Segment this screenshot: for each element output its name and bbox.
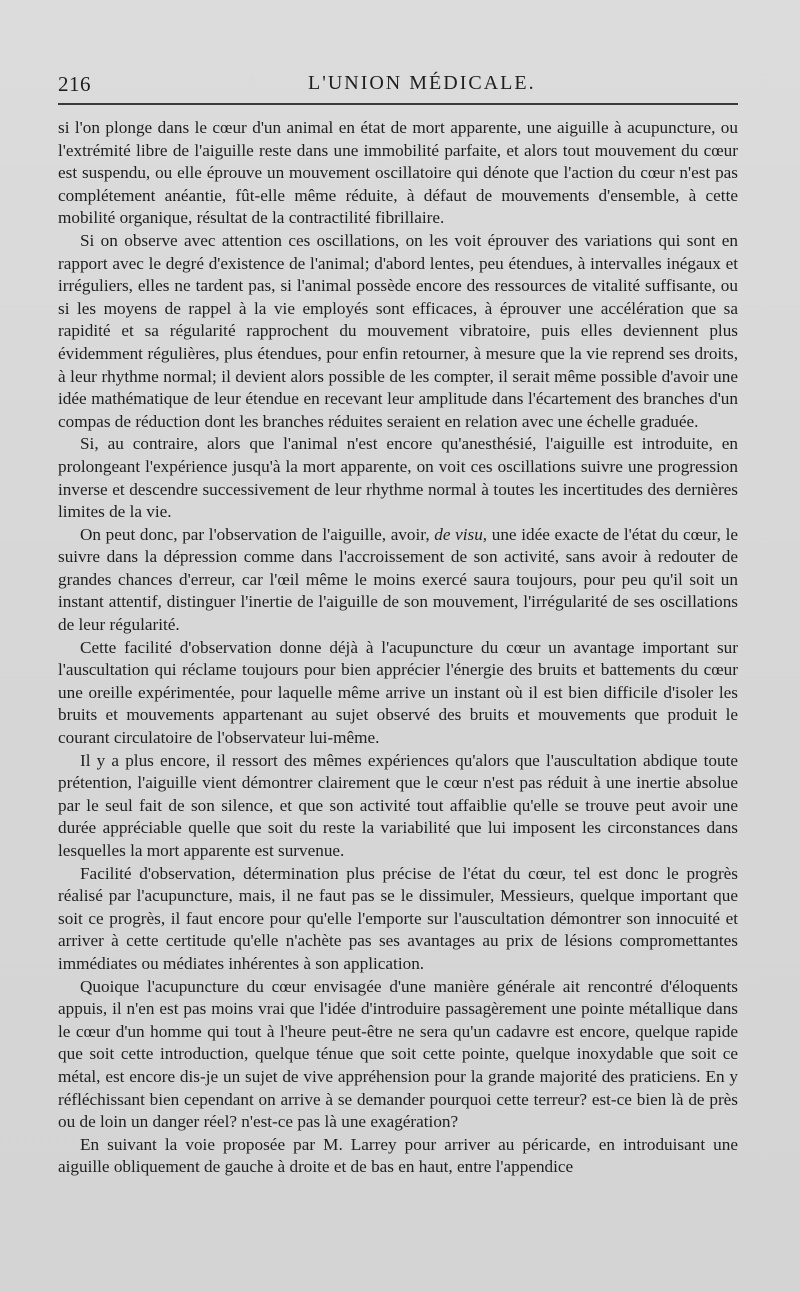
- paragraph-3: Si, au contraire, alors que l'animal n'est encore qu'anesthésié, l'aiguille est introduite, en prolongeant l'expérience jusqu'à la mort apparente, on voit ces oscillations suivre une progression inverse et descendre successivement de leur rhythme normal à toutes les incertitudes des dernières limites de la vie.: [58, 434, 738, 522]
- paragraph-4-italic: de visu,: [434, 524, 488, 544]
- paragraph-8: Quoique l'acupuncture du cœur envisagée d'une manière générale ait rencontré d'éloquents appuis, il n'en est pas moins vrai que l'idée d'introduire passagèrement une pointe métallique dans le cœur d'un homme qui tout à l'heure peut-être ne sera qu'un cadavre est encore, quelque rapide que soit cette introduction, quelque ténue que soit cette pointe, quelque inoxydable que soit ce métal, est encore dis-je un sujet de vive appréhension pour la grande majorité des praticiens. En y réfléchissant bien cependant on arrive à se demander pourquoi cette terreur? est-ce bien là de près ou de loin un danger réel? n'est-ce pas là une exagération?: [58, 976, 738, 1132]
- paragraph-1: si l'on plonge dans le cœur d'un animal en état de mort apparente, une aiguille à acupuncture, ou l'extrémité libre de l'aiguille reste dans une immobilité parfaite, et alors tout mouvement du cœur est suspendu, ou elle éprouve un mouvement oscillatoire qui dénote que l'action du cœur n'est pas complétement anéantie, fût-elle même réduite, à défaut de mouvements d'ensemble, à cette mobilité organique, résultat de la contractilité fibrillaire.: [58, 118, 738, 228]
- paragraph-4-before: On peut donc, par l'observation de l'aiguille, avoir,: [80, 524, 435, 544]
- paragraph-4: [58, 524, 738, 637]
- page-header: [58, 72, 738, 96]
- page-number: 216: [58, 72, 91, 96]
- running-title: L'UNION MÉDICALE.: [308, 72, 536, 94]
- paragraph-9: En suivant la voie proposée par M. Larrey pour arriver au péricarde, en introduisant une aiguille obliquement de gauche à droite et de bas en haut, entre l'appendice: [58, 1134, 738, 1177]
- header-rule: [58, 103, 738, 105]
- paragraph-6: Il y a plus encore, il ressort des mêmes expériences qu'alors que l'auscultation abdique toute prétention, l'aiguille vient démontrer clairement que le cœur n'est pas réduit à une inertie absolue par le seul fait de son silence, et que son activité tout affaiblie qu'elle se trouve peut avoir une durée appréciable quelle que soit du reste la variabilité que lui imposent les circonstances dans lesquelles la mort apparente est survenue.: [58, 750, 738, 860]
- paragraph-2: Si on observe avec attention ces oscillations, on les voit éprouver des variations qui sont en rapport avec le degré d'existence de l'animal; d'abord lentes, peu étendues, à intervalles inégaux et irréguliers, elles ne tardent pas, si l'animal possède encore des ressources de vitalité suffisante, ou si les moyens de rappel à la vie employés sont efficaces, à éprouver une accélération que sa rapidité et sa régularité rapprochent du mouvement vibratoire, puis elles deviennent plus évidemment régulières, plus étendues, pour enfin retourner, à mesure que la vie reprend ses droits, à leur rhythme normal; il devient alors possible de les compter, il serait même possible d'avoir une idée mathématique de leur étendue en recevant leur amplitude dans l'écartement des branches d'un compas de réduction dont les branches réduites seraient en relation avec une échelle graduée.: [58, 230, 738, 431]
- paragraph-7: Facilité d'observation, détermination plus précise de l'état du cœur, tel est donc le progrès réalisé par l'acupuncture, mais, il ne faut pas se le dissimuler, Messieurs, quelque important que soit ce progrès, il faut encore pour qu'elle l'emporte sur l'auscultation démontrer son innocuité et arriver à cette certitude qu'elle n'achète pas ses avantages au prix de lésions compromettantes immédiates ou médiates inhérentes à son application.: [58, 863, 738, 973]
- paragraph-5: Cette facilité d'observation donne déjà à l'acupuncture du cœur un avantage important sur l'auscultation qui réclame toujours pour bien apprécier l'énergie des bruits et battements du cœur une oreille expérimentée, pour laquelle même arrive un instant où il est bien difficile d'isoler les bruits et mouvements appartenant au sujet observé des bruits et mouvements que produit le courant circulatoire de l'observateur lui-même.: [58, 637, 738, 748]
- article-body: [58, 117, 738, 1285]
- paragraph-4-after: une idée exacte de l'état du cœur, le suivre dans la dépression comme dans l'accroissement de son activité, sans avoir à redouter de grandes chances d'erreur, car l'œil même le moins exercé saura toujours, pour peu qu'il soit un instant attentif, distinguer l'inertie de l'aiguille de son mouvement, l'irrégularité de ses oscillations de leur régularité.: [58, 524, 738, 635]
